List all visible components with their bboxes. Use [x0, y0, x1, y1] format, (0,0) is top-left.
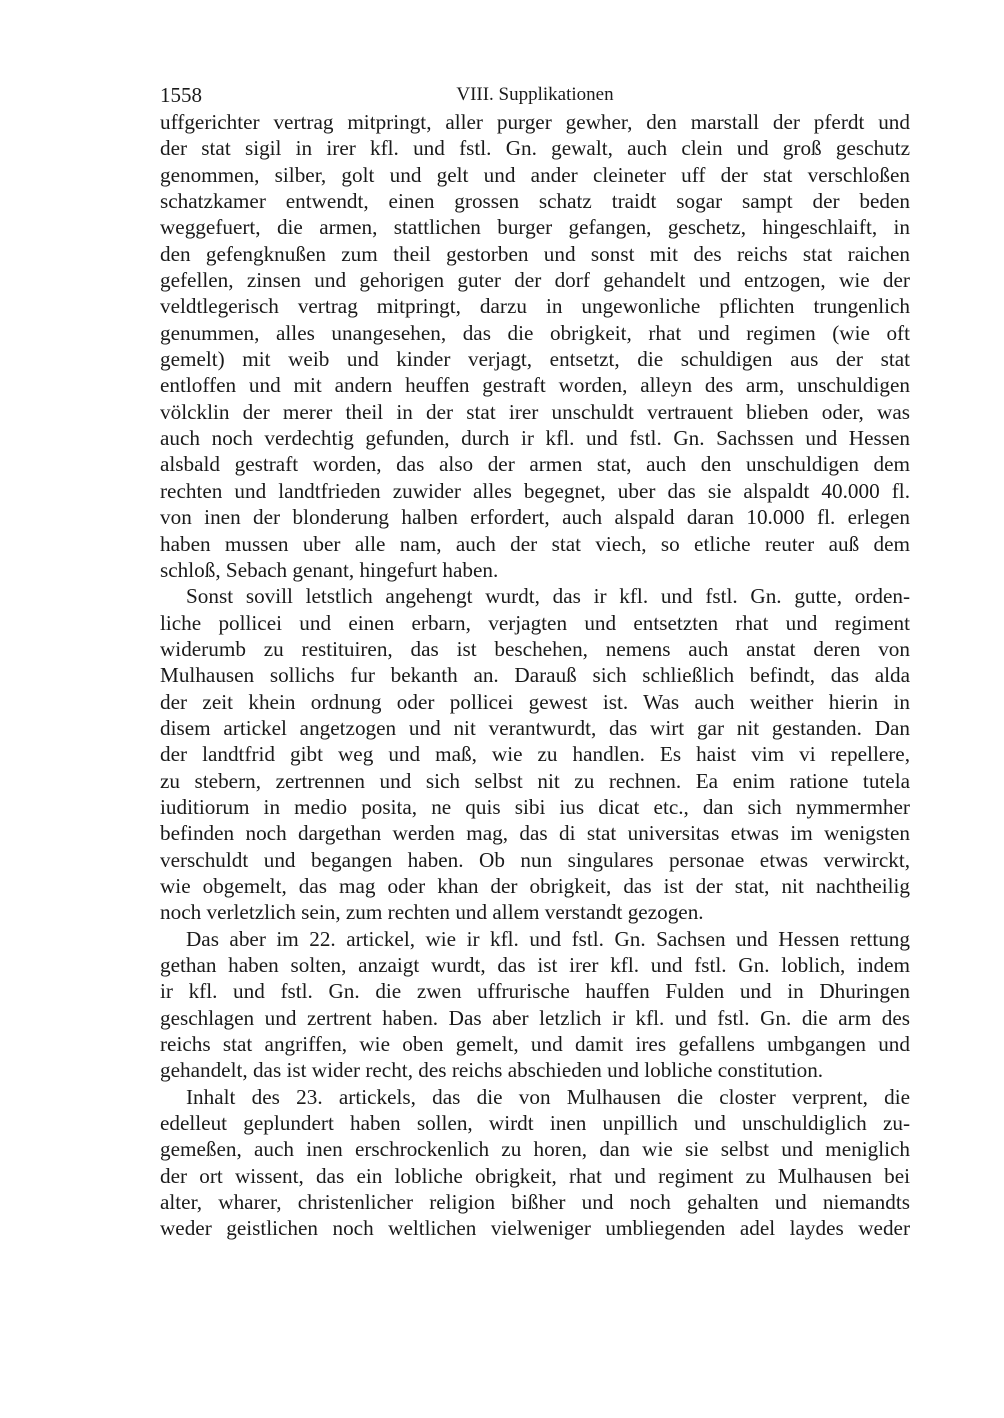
- paragraph: [160, 926, 910, 1084]
- text-line: der zeit khein ordnung oder pollicei gewest ist. Was auch weither hierin in: [160, 689, 910, 714]
- text-line: Das aber im 22. artickel, wie ir kfl. und fstl. Gn. Sachsen und Hessen rettung: [186, 926, 910, 951]
- text-line: schloß, Sebach genant, hingefurt haben.: [160, 557, 499, 582]
- text-line: zu stebern, zertrennen und sich selbst nit zu rechnen. Ea enim ratione tutela: [160, 768, 910, 793]
- text-line: der landtfrid gibt weg und maß, wie zu handlen. Es haist vim vi repellere,: [160, 742, 910, 767]
- text-line: alter, wharer, christenlicher religion bißher und noch gehalten und niemandts: [160, 1190, 910, 1215]
- text-line: edelleut geplundert haben sollen, wirdt inen unpillich und unschuldiglich zu-: [160, 1111, 910, 1136]
- text-line: noch verletzlich sein, zum rechten und allem verstandt gezogen.: [160, 900, 704, 925]
- text-line: völcklin der merer theil in der stat irer unschuldt vertrauent blieben oder, was: [160, 399, 910, 424]
- paragraph: [160, 1084, 910, 1242]
- text-line: weder geistlichen noch weltlichen vielweniger umbliegenden adel laydes weder: [160, 1216, 910, 1241]
- text-line: gethan haben solten, anzaigt wurdt, das ist irer kfl. und fstl. Gn. loblich, indem: [160, 953, 910, 977]
- text-line: gefellen, zinsen und gehorigen guter der dorf gehandelt und entzogen, wie der: [160, 268, 910, 293]
- text-line: der ort wissent, das ein lobliche obrigkeit, rhat und regiment zu Mulhausen bei: [160, 1163, 910, 1188]
- text-line: schatzkamer entwendt, einen grossen schatz traidt sogar sampt der beden: [160, 189, 910, 214]
- text-line: widerumb zu restituiren, das ist beschehen, nemens auch anstat deren von: [160, 636, 910, 661]
- text-line: rechten und landtfrieden zuwider alles begegnet, uber das sie alspaldt 40.000 fl.: [160, 478, 910, 503]
- text-line: entloffen und mit andern heuffen gestraft worden, alleyn des arm, unschuldigen: [160, 373, 910, 398]
- text-line: genommen, silber, golt und gelt und ander cleineter uff der stat verschloßen: [160, 162, 910, 187]
- paragraph: [160, 583, 910, 925]
- text-line: auch noch verdechtig gefunden, durch ir kfl. und fstl. Gn. Sachssen und Hessen: [160, 426, 910, 451]
- text-line: Inhalt des 23. artickels, das die von Mulhausen die closter verprent, die: [186, 1084, 910, 1109]
- running-head: [160, 80, 910, 110]
- text-line: verschuldt und begangen haben. Ob nun singulares personae etwas verwirckt,: [160, 847, 910, 872]
- text-line: iuditiorum in medio posita, ne quis sibi ius dicat etc., dan sich nymmermher: [160, 794, 910, 819]
- text-line: gemeßen, auch inen erschrockenlich zu horen, dan wie sie selbst und meniglich: [160, 1137, 910, 1162]
- text-line: genummen, alles unangesehen, das die obrigkeit, rhat und regimen (wie oft: [160, 320, 910, 345]
- text-line: der stat sigil in irer kfl. und fstl. Gn. gewalt, auch clein und groß geschutz: [160, 136, 910, 161]
- paragraph: [160, 109, 910, 583]
- text-line: alsbald gestraft worden, das also der armen stat, auch den unschuldigen dem: [160, 452, 910, 477]
- text-line: von inen der blonderung halben erfordert, auch alspald daran 10.000 fl. erlegen: [160, 505, 910, 530]
- text-line: gemelt) mit weib und kinder verjagt, entsetzt, die schuldigen aus der stat: [160, 347, 910, 372]
- text-line: disem artickel angetzogen und nit verantwurdt, das wirt gar nit gestanden. Dan: [160, 715, 910, 740]
- text-line: ir kfl. und fstl. Gn. die zwen uffrurische hauffen Fulden und in Dhuringen: [160, 979, 910, 1004]
- text-line: den gefengknußen zum theil gestorben und sonst mit des reichs stat raichen: [160, 241, 910, 266]
- text-line: veldtlegerisch vertrag mitpringt, darzu in ungewonliche pflichten trungenlich: [160, 294, 910, 319]
- text-line: wie obgemelt, das mag oder khan der obrigkeit, das ist der stat, nit nachtheilig: [160, 873, 910, 898]
- text-line: Sonst sovill letstlich angehengt wurdt, das ir kfl. und fstl. Gn. gutte, orden-: [186, 584, 910, 609]
- page-number: 1558: [160, 83, 202, 107]
- text-line: befinden noch dargethan werden mag, das di stat universitas etwas im wenigsten: [160, 821, 910, 846]
- book-page: [160, 80, 910, 1242]
- text-line: Mulhausen sollichs fur bekanth an. Darauß sich schließlich befindt, das alda: [160, 663, 910, 688]
- text-line: gehandelt, das ist wider recht, des reichs abschieden und lobliche constitution.: [160, 1058, 824, 1083]
- text-line: uffgerichter vertrag mitpringt, aller purger gewher, den marstall der pferdt und: [160, 110, 910, 134]
- text-line: weggefuert, die armen, stattlichen burger gefangen, geschetz, hingeschlaift, in: [160, 215, 910, 240]
- text-line: geschlagen und zertrent haben. Das aber letzlich ir kfl. und fstl. Gn. die arm des: [160, 1005, 910, 1030]
- body-text: [160, 109, 910, 1242]
- running-title: VIII. Supplikationen: [456, 84, 614, 105]
- text-line: haben mussen uber alle nam, auch der stat viech, so etliche reuter auß dem: [160, 531, 910, 556]
- text-line: reichs stat angriffen, wie oben gemelt, und damit ires gefallens umbgangen und: [160, 1032, 910, 1057]
- text-line: liche pollicei und einen erbarn, verjagten und entsetzten rhat und regiment: [160, 610, 910, 635]
